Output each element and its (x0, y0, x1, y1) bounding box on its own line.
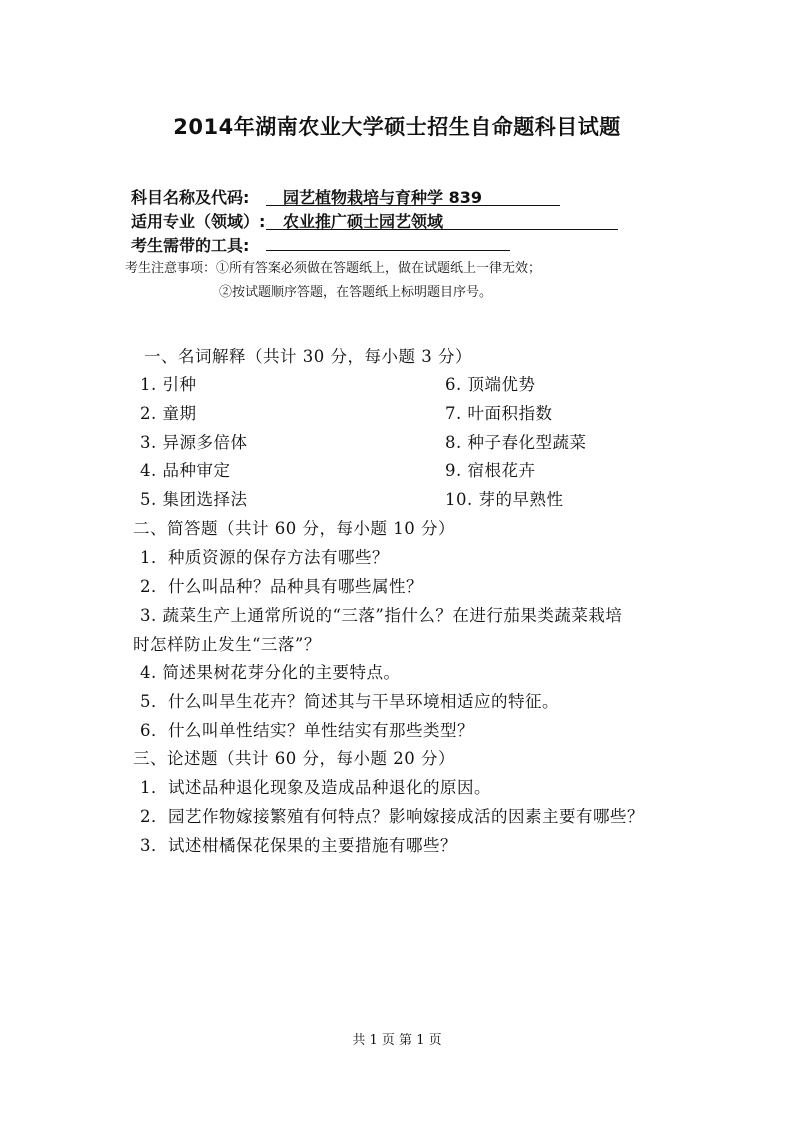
question: 5．什么叫旱生花卉？简述其与干旱环境相适应的特征。 (140, 692, 559, 711)
section-heading: 二、简答题（共计 60 分，每小题 10 分） (133, 519, 455, 538)
term-item: 6. 顶端优势 (445, 375, 536, 394)
question: 3．试述柑橘保花保果的主要措施有哪些？ (140, 836, 457, 855)
notice-line-1: 考生注意事项：①所有答案必须做在答题纸上，做在试题纸上一律无效； (125, 261, 542, 276)
tools-underline (266, 250, 510, 251)
question: 4. 简述果树花芽分化的主要特点。 (140, 663, 401, 682)
subject-underline (266, 205, 560, 206)
term-item: 8. 种子春化型蔬菜 (445, 433, 587, 452)
term-item: 4. 品种审定 (140, 461, 231, 480)
major-value: 农业推广硕士园艺领域 (283, 212, 444, 231)
question: 6．什么叫单性结实？单性结实有那些类型？ (140, 721, 474, 740)
page-footer: 共 1 页 第 1 页 (352, 1033, 442, 1048)
subject-value: 园艺植物栽培与育种学 839 (283, 188, 482, 207)
term-item: 3. 异源多倍体 (140, 433, 248, 452)
term-item: 7. 叶面积指数 (445, 404, 553, 423)
question-continuation: 时怎样防止发生“三落”？ (133, 635, 321, 654)
question: 1．试述品种退化现象及造成品种退化的原因。 (140, 778, 491, 797)
question: 1．种质资源的保存方法有哪些？ (140, 548, 389, 567)
tools-label: 考生需带的工具: (131, 236, 250, 255)
section-heading: 一、名词解释（共计 30 分，每小题 3 分） (144, 347, 472, 366)
question: 2．园艺作物嫁接繁殖有何特点？影响嫁接成活的因素主要有哪些？ (140, 807, 644, 826)
section-heading: 三、论述题（共计 60 分，每小题 20 分） (133, 749, 455, 768)
question: 3. 蔬菜生产上通常所说的“三落”指什么？在进行茄果类蔬菜栽培 (140, 606, 623, 625)
exam-title: 2014年湖南农业大学硕士招生自命题科目试题 (173, 115, 621, 139)
subject-label: 科目名称及代码: (131, 188, 250, 207)
term-item: 5. 集团选择法 (140, 490, 248, 509)
major-label: 适用专业（领域）: (131, 212, 266, 231)
term-item: 10. 芽的早熟性 (445, 490, 564, 509)
term-item: 1. 引种 (140, 375, 197, 394)
term-item: 9. 宿根花卉 (445, 461, 536, 480)
question: 2．什么叫品种？品种具有哪些属性？ (140, 577, 423, 596)
term-item: 2. 童期 (140, 404, 197, 423)
notice-line-2: ②按试题顺序答题，在答题纸上标明题目序号。 (219, 285, 493, 300)
major-underline (266, 229, 618, 230)
